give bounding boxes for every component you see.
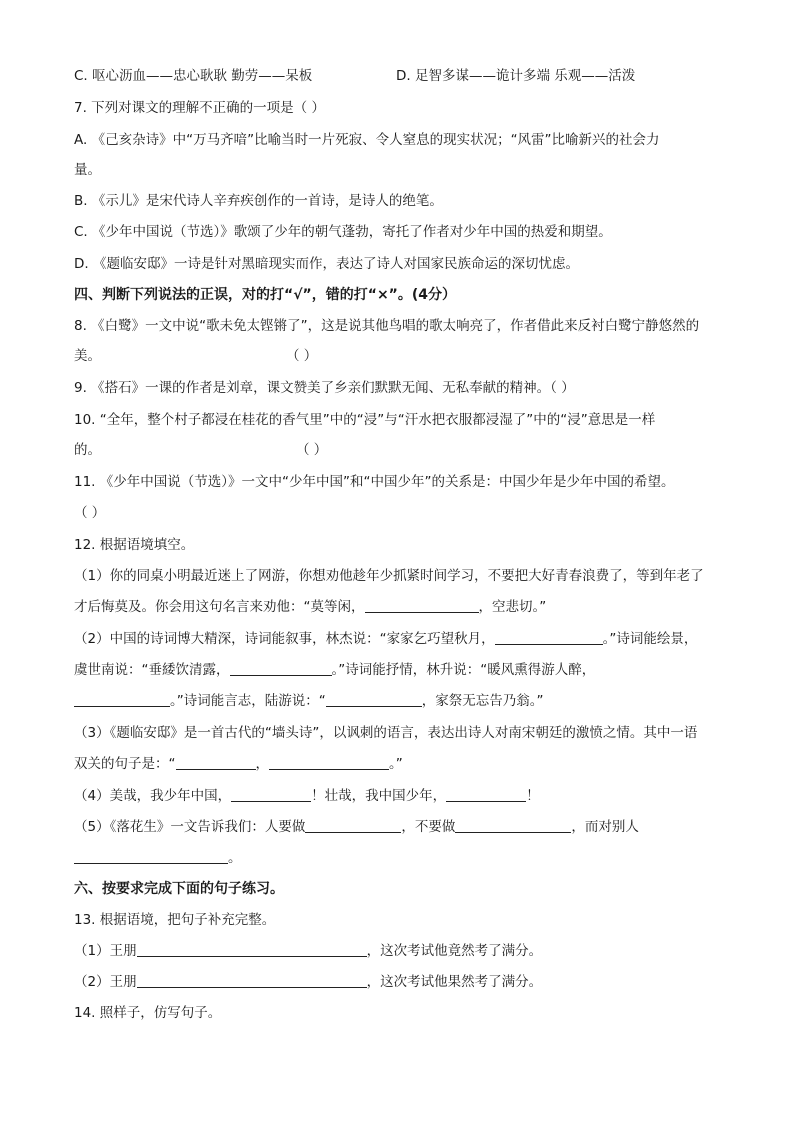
q8-line1: 8. 《白鹭》一文中说“歌未免太铿锵了”，这是说其他鸟唱的歌太响亮了，作者借此来反衬白鹭宁静悠然的 [74,318,700,334]
q7-option-a-line1: A. 《己亥杂诗》中“万马齐喑”比喻当时一片死寂、令人窒息的现实状况；“风雷”比喻新兴的社会力 [74,132,660,148]
q7-option-a-line2: 量。 [74,162,101,178]
q12-3-tail: 。” [389,756,403,772]
q12-1-line2 [74,597,724,617]
q12-2-line1 [74,629,724,649]
q12-2-tail-1: 。”诗词能绘景， [602,631,698,647]
q12-3-line1: （3）《题临安邸》是一首古代的“墙头诗”，以讽刺的语言，表达出诗人对南宋朝廷的激愤之情。其中一语 [74,725,698,741]
q8-answer-paren[interactable]: （ ） [286,348,318,364]
q12-1-line1: （1）你的同桌小明最近迷上了网游，你想劝他趁年少抓紧时间学习，不要把大好青春浪费了，等到年老了 [74,568,704,584]
q12-5-mid-2: ，而对别人 [571,819,639,835]
q6-option-c-d-row [74,66,724,86]
q12-2-prompt: （2）中国的诗词博大精深，诗词能叙事，林杰说：“家家乞巧望秋月， [74,631,495,647]
q7-stem: 7. 下列对课文的理解不正确的一项是（ ） [74,100,325,116]
q12-5-line2 [74,848,724,868]
q12-5-tail: 。 [228,850,242,866]
q12-stem: 12. 根据语境填空。 [74,537,195,553]
q12-3-comma: ， [255,756,269,772]
q6-option-c: C. 呕心沥血——忠心耿耿 勤劳——呆板 [74,68,313,84]
section-4-heading: 四、判断下列说法的正误，对的打“√”，错的打“×”。(4分） [74,287,457,303]
q12-1-blank[interactable] [365,597,479,613]
q12-2-line2 [74,660,724,680]
q12-3-prompt: 双关的句子是：“ [74,756,176,772]
q10-text-end: 的。 [74,442,101,458]
q12-4-tail: ！ [526,788,540,804]
q12-4-line [74,786,724,806]
q12-2-mid-2: 。”诗词能言志，陆游说：“ [170,693,326,709]
q7-option-b: B. 《示儿》是宋代诗人辛弃疾创作的一首诗，是诗人的绝笔。 [74,193,443,209]
q12-2-mid: 。”诗词能抒情，林升说：“暖风熏得游人醉， [331,662,596,678]
q12-5-mid: ，不要做 [401,819,456,835]
q12-3-blank-2[interactable] [269,754,389,770]
q10-answer-paren[interactable]: （ ） [296,442,328,458]
q12-5-blank-1[interactable] [305,817,401,833]
q12-5-blank-3[interactable] [74,848,228,864]
q13-2-line [74,972,724,992]
q9: 9. 《搭石》一课的作者是刘章，课文赞美了乡亲们默默无闻、无私奉献的精神。（ ） [74,380,575,396]
q11-answer-paren[interactable]: （ ） [74,505,106,521]
q13-2-blank[interactable] [137,972,367,988]
q10-line2 [74,440,724,460]
q12-5-prompt: （5）《落花生》一文告诉我们：人要做 [74,819,306,835]
q14-stem: 14. 照样子，仿写句子。 [74,1005,222,1021]
q12-2-blank-1[interactable] [495,629,603,645]
q11-line1: 11. 《少年中国说（节选）》一文中“少年中国”和“中国少年”的关系是：中国少年是少年中国的希望。 [74,474,675,490]
q12-2-blank-2[interactable] [230,660,332,676]
q13-1-prompt: （1）王朋 [74,943,137,959]
q13-1-line [74,941,724,961]
section-6-heading: 六、按要求完成下面的句子练习。 [74,881,284,897]
q13-2-prompt: （2）王朋 [74,974,137,990]
q13-2-tail: ，这次考试他果然考了满分。 [366,974,543,990]
q8-line2 [74,346,724,366]
q12-1-tail: ，空悲切。” [478,599,547,615]
q12-2-blank-4[interactable] [326,691,422,707]
q13-1-tail: ，这次考试他竟然考了满分。 [366,943,543,959]
q12-1-prompt: 才后悔莫及。你会用这句名言来劝他：“莫等闲， [74,599,365,615]
q12-4-mid: ！壮哉，我中国少年， [311,788,447,804]
q12-4-blank-1[interactable] [231,786,311,802]
q12-2-line3 [74,691,724,711]
q12-4-blank-2[interactable] [446,786,526,802]
q12-2-blank-3[interactable] [74,691,170,707]
q12-2-prompt-2: 虞世南说：“垂緌饮清露， [74,662,230,678]
q12-5-line1 [74,817,724,837]
q10-line1: 10. “全年，整个村子都浸在桂花的香气里”中的“浸”与“汗水把衣服都浸湿了”中的“浸”意思是一样 [74,412,656,428]
q13-1-blank[interactable] [137,941,367,957]
q7-option-c: C. 《少年中国说（节选）》歌颂了少年的朝气蓬勃，寄托了作者对少年中国的热爱和期望。 [74,224,612,240]
q12-3-line2 [74,754,724,774]
q8-text-end: 美。 [74,348,101,364]
q12-2-tail-2: ，家祭无忘告乃翁。” [421,693,544,709]
q13-stem: 13. 根据语境，把句子补充完整。 [74,912,276,928]
q12-3-blank-1[interactable] [176,754,256,770]
q6-option-d: D. 足智多谋——诡计多端 乐观——活泼 [396,68,636,84]
q12-5-blank-2[interactable] [455,817,571,833]
q12-4-prompt: （4）美哉，我少年中国， [74,788,232,804]
q7-option-d: D. 《题临安邸》一诗是针对黑暗现实而作，表达了诗人对国家民族命运的深切忧虑。 [74,256,579,272]
